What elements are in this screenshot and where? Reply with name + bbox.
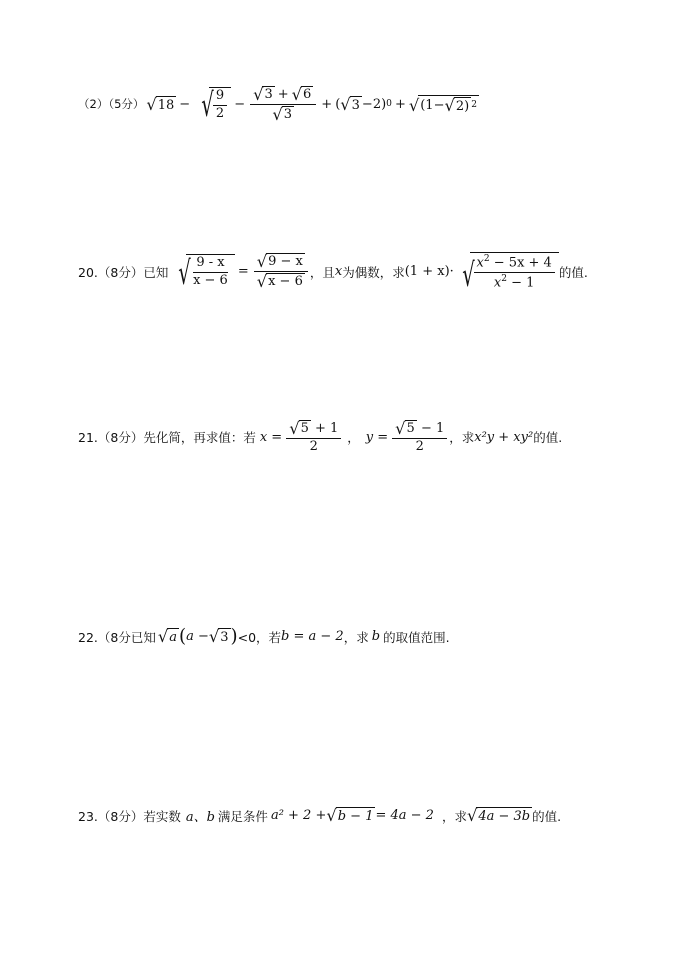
sqrt-polynomial-fraction: √ $\frac{x^2 - 5x + 4}{x^2 - 1}$	[454, 252, 559, 292]
problem-label: 23.（8分）若实数	[78, 808, 181, 824]
fraction-right: √ 9 − x √ x − 6	[254, 253, 308, 290]
problem-20: 20.（8分）已知 √ $\frac{9 - x}{x - 6}$ = √ 9 − x √ x − 6 ，且 x 为偶数，求 (1 + x)· √ $\frac{x^2 - 5x + 4}{x^2 - 1}$ 的值.	[78, 252, 588, 295]
problem-22: 22.（8分已知 √ a ( a − √ 3 ) <0，若 b = a − 2 ，求 b 的取值范围.	[78, 626, 450, 647]
fraction-y-value: √ 5 − 1 2	[392, 420, 447, 455]
sqrt-fraction-left: √ $\frac{9 - x}{x - 6}$	[170, 254, 234, 289]
problem-label: （2）（5分）	[78, 97, 145, 112]
sqrt-18: √ 18	[146, 94, 175, 114]
problem-21: 21.（8分）先化简，再求值：若 x = √ 5 + 1 2 ， y = √ 5 − 1 2 ，求 x²y + xy² 的值.	[78, 418, 563, 454]
problem-23: 23.（8分）若实数 a、b 满足条件 a² + 2 + √ b − 1 = 4a − 2 ，求 √ 4a − 3b 的值.	[78, 805, 562, 825]
sqrt-nine-halves: √ $\frac{9}{2}$	[193, 87, 231, 122]
problem-label: 21.（8分）先化简，再求值：若	[78, 430, 256, 446]
fraction-x-value: √ 5 + 1 2	[286, 420, 341, 455]
fraction-root3-root6: √ 3 + √ 6 √ 3	[250, 86, 316, 123]
problem-label: 22.（8分已知	[78, 629, 156, 645]
sqrt-squared-term: √ (1− √ 2) 2	[408, 95, 477, 115]
problem-2: （2）（5分） √ 18 − √ $\frac{9}{2}$ − √ 3 + √ 6 √ 3 + ( √ 3 −2) 0 + √ (1− √ 2) 2	[78, 84, 477, 125]
problem-label: 20.（8分）已知	[78, 264, 169, 280]
